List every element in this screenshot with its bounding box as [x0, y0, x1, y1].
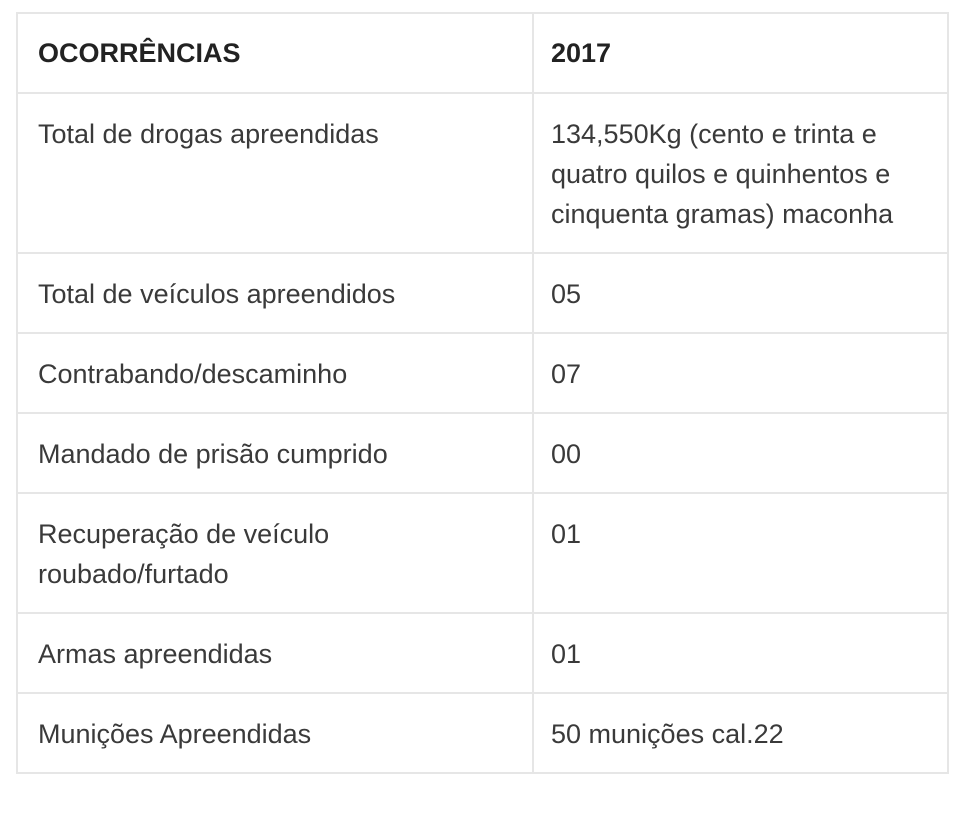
row-label: Total de veículos apreendidos — [17, 253, 533, 333]
row-label: Recuperação de veículo roubado/furtado — [17, 493, 533, 613]
row-value: 01 — [533, 613, 948, 693]
occurrences-table — [16, 12, 949, 774]
row-label: Armas apreendidas — [17, 613, 533, 693]
occurrences-table-container — [16, 12, 947, 774]
row-value: 05 — [533, 253, 948, 333]
table-row — [17, 253, 948, 333]
row-label: Contrabando/descaminho — [17, 333, 533, 413]
table-row — [17, 93, 948, 253]
table-row — [17, 493, 948, 613]
table-row — [17, 333, 948, 413]
row-label: Total de drogas apreendidas — [17, 93, 533, 253]
row-value: 00 — [533, 413, 948, 493]
row-label: Munições Apreendidas — [17, 693, 533, 773]
table-row — [17, 613, 948, 693]
row-value: 07 — [533, 333, 948, 413]
row-value: 01 — [533, 493, 948, 613]
table-row — [17, 413, 948, 493]
header-occurrences: OCORRÊNCIAS — [17, 13, 533, 93]
table-row — [17, 693, 948, 773]
header-year: 2017 — [533, 13, 948, 93]
row-value: 134,550Kg (cento e trinta e quatro quilos e quinhentos e cinquenta gramas) maconha — [533, 93, 948, 253]
row-value: 50 munições cal.22 — [533, 693, 948, 773]
table-header-row — [17, 13, 948, 93]
row-label: Mandado de prisão cumprido — [17, 413, 533, 493]
